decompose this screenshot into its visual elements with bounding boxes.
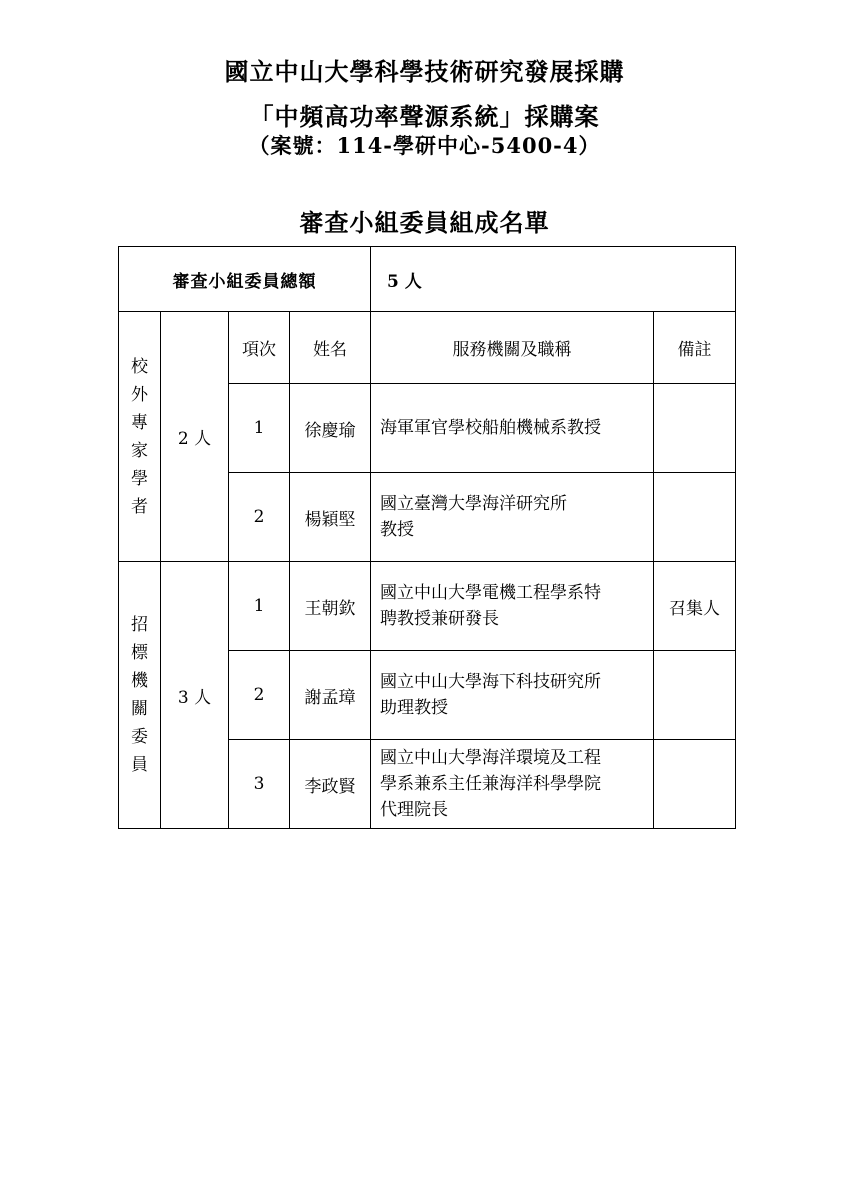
member-no: 1	[229, 384, 290, 473]
member-name: 楊穎堅	[290, 473, 371, 562]
member-note	[654, 651, 736, 740]
member-org: 國立中山大學電機工程學系特 聘教授兼研發長	[371, 562, 654, 651]
committee-table	[118, 246, 736, 829]
member-name: 李政賢	[290, 740, 371, 829]
group-label-external: 校 外 專 家 學 者	[119, 312, 161, 562]
member-org: 海軍軍官學校船舶機械系教授	[371, 384, 654, 473]
member-name: 謝孟璋	[290, 651, 371, 740]
member-note	[654, 473, 736, 562]
document-title: 國立中山大學科學技術研究發展採購	[224, 57, 625, 86]
total-row	[119, 247, 736, 312]
member-note	[654, 740, 736, 829]
member-no: 2	[229, 651, 290, 740]
header-row	[119, 312, 736, 384]
member-name: 徐慶瑜	[290, 384, 371, 473]
total-value: 5 人	[371, 247, 736, 312]
col-header-name: 姓名	[290, 312, 371, 384]
total-label: 審查小組委員總額	[119, 247, 371, 312]
col-header-note: 備註	[654, 312, 736, 384]
member-org: 國立臺灣大學海洋研究所 教授	[371, 473, 654, 562]
group-count-agency: 3 人	[161, 562, 229, 829]
col-header-org: 服務機關及職稱	[371, 312, 654, 384]
member-no: 3	[229, 740, 290, 829]
member-org: 國立中山大學海洋環境及工程 學系兼系主任兼海洋科學學院 代理院長	[371, 740, 654, 829]
member-note	[654, 384, 736, 473]
procurement-name: 「中頻高功率聲源系統」採購案	[249, 102, 600, 131]
section-title: 審查小組委員組成名單	[299, 208, 550, 237]
member-no: 1	[229, 562, 290, 651]
table-row	[119, 562, 736, 651]
member-name: 王朝欽	[290, 562, 371, 651]
member-org: 國立中山大學海下科技研究所 助理教授	[371, 651, 654, 740]
case-number: （案號：114-學研中心-5400-4）	[248, 133, 601, 158]
group-label-agency: 招 標 機 關 委 員	[119, 562, 161, 829]
member-no: 2	[229, 473, 290, 562]
col-header-item: 項次	[229, 312, 290, 384]
member-note-convener: 召集人	[654, 562, 736, 651]
group-count-external: 2 人	[161, 312, 229, 562]
